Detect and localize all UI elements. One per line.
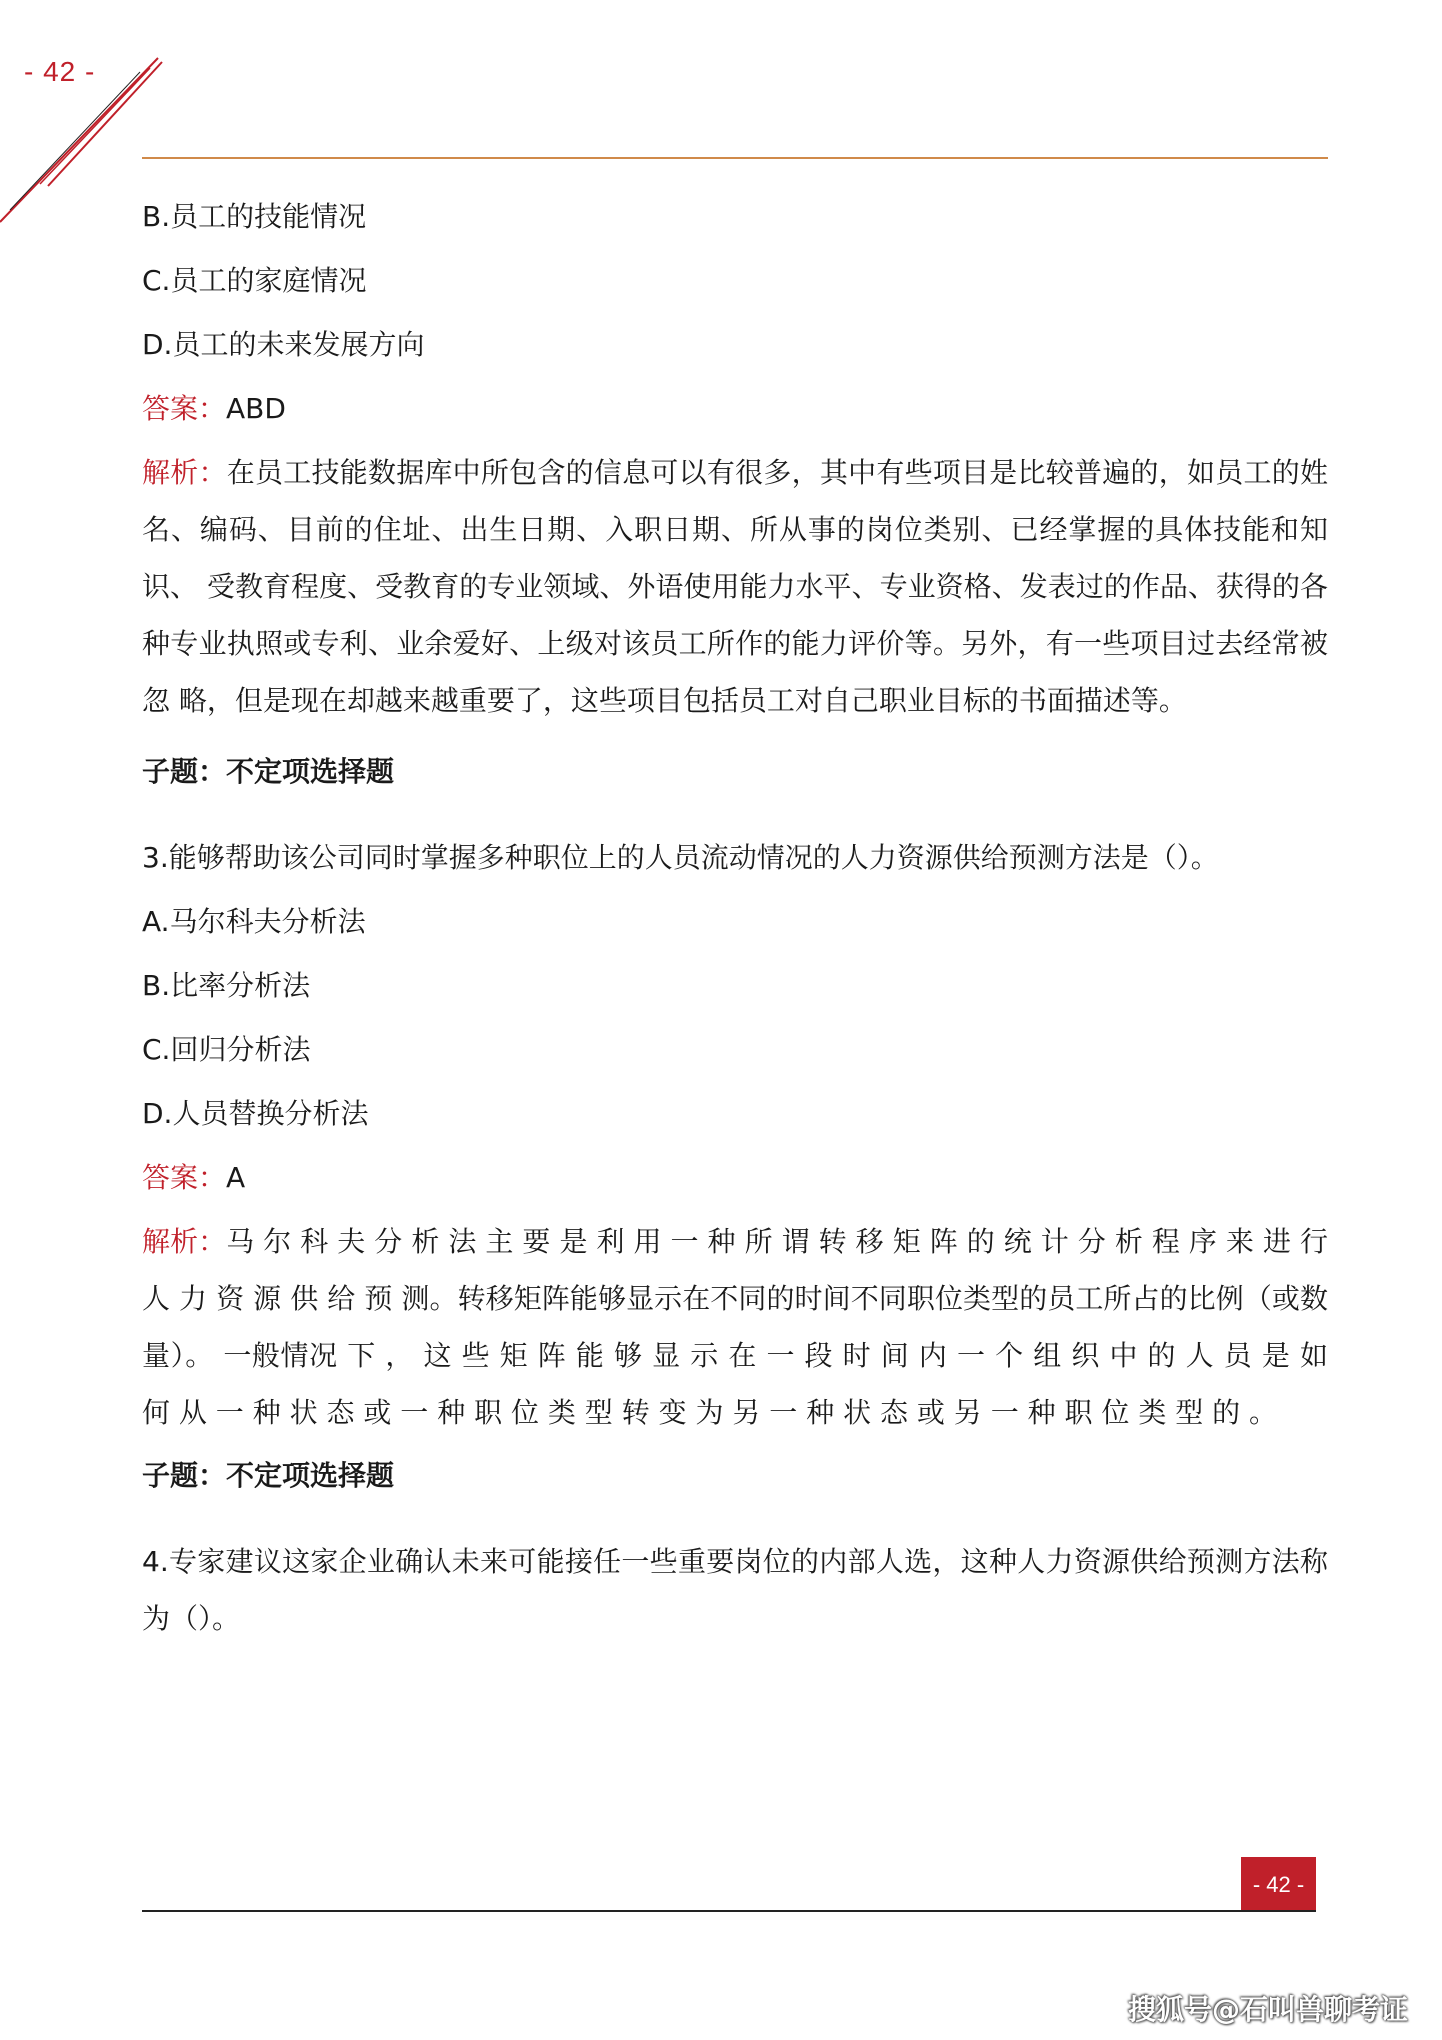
watermark: 搜狐号@石叫兽聊考证 <box>1128 1993 1409 2026</box>
page-number-badge: - 42 - <box>1241 1857 1316 1912</box>
answer-value: ABD <box>226 392 286 425</box>
q3-analysis <box>142 1213 1328 1441</box>
header-rule <box>142 157 1328 159</box>
subtitle: 子题：不定项选择题 <box>142 1459 395 1492</box>
footer-rule <box>142 1910 1316 1912</box>
page-content <box>142 188 1328 1647</box>
subtitle: 子题：不定项选择题 <box>142 755 395 788</box>
q2-analysis <box>142 444 1328 729</box>
answer-label: 答案： <box>142 392 227 425</box>
analysis-text: 在员工技能数据库中所包含的信息可以有很多，其中有些项目是比较普遍的，如员工的姓 名、编码、目前的住址、出生日期、入职日期、所从事的岗位类别、已经掌握的具体技能和知识、 受教育程度、受教育的专业领域、外语使用能力水平、专业资格、发表过的作品、获得的各种专业执照或专利、业余爱好、上级对该员工所作的能力评价等。另外，有一些项目过去经常被忽 略，但是现在却越来越重要了，这些项目包括员工对自己职业目标的书面描述等。 <box>142 456 1328 717</box>
q3-option-a: A.马尔科夫分析法 <box>142 905 366 938</box>
q4-question: 4.专家建议这家企业确认未来可能接任一些重要岗位的内部人选，这种人力资源供给预测方法称为（）。 <box>142 1545 1328 1635</box>
q2-option-b: B.员工的技能情况 <box>142 200 367 233</box>
analysis-label: 解析： <box>142 1225 227 1258</box>
page-number-top: - 42 - <box>24 56 96 87</box>
analysis-label: 解析： <box>142 456 227 489</box>
analysis-text: 马 尔 科 夫 分 析 法 主 要 是 利 用 一 种 所 谓 转 移 矩 阵 的 统 计 分 析 程 序 来 进 行 人 力 资 源 供 给 预 测。转移矩阵能够显示在不同的时间不同职位类型的员工所占的比例（或数量）。 一般情况 下 ， 这 些 矩 阵 能 够 显 示 在 一 段 时 间 内 一 个 组 织 中 的 人 员 是 如 何 从 一 种 状 态 或 一 种 职 位 类 型 转 变 为 另 一 种 状 态 或 另 一 种 职 位 类 型 的 。 <box>142 1225 1328 1429</box>
q3-option-d: D.人员替换分析法 <box>142 1097 369 1130</box>
q3-answer <box>142 1149 1328 1207</box>
q3-option-b: B.比率分析法 <box>142 969 311 1002</box>
q3-option-c: C.回归分析法 <box>142 1033 311 1066</box>
answer-value: A <box>226 1161 246 1194</box>
q2-option-d: D.员工的未来发展方向 <box>142 328 425 361</box>
q2-option-c: C.员工的家庭情况 <box>142 264 367 297</box>
q2-answer <box>142 380 1328 438</box>
q3-question: 3.能够帮助该公司同时掌握多种职位上的人员流动情况的人力资源供给预测方法是（）。 <box>142 841 1219 874</box>
answer-label: 答案： <box>142 1161 227 1194</box>
